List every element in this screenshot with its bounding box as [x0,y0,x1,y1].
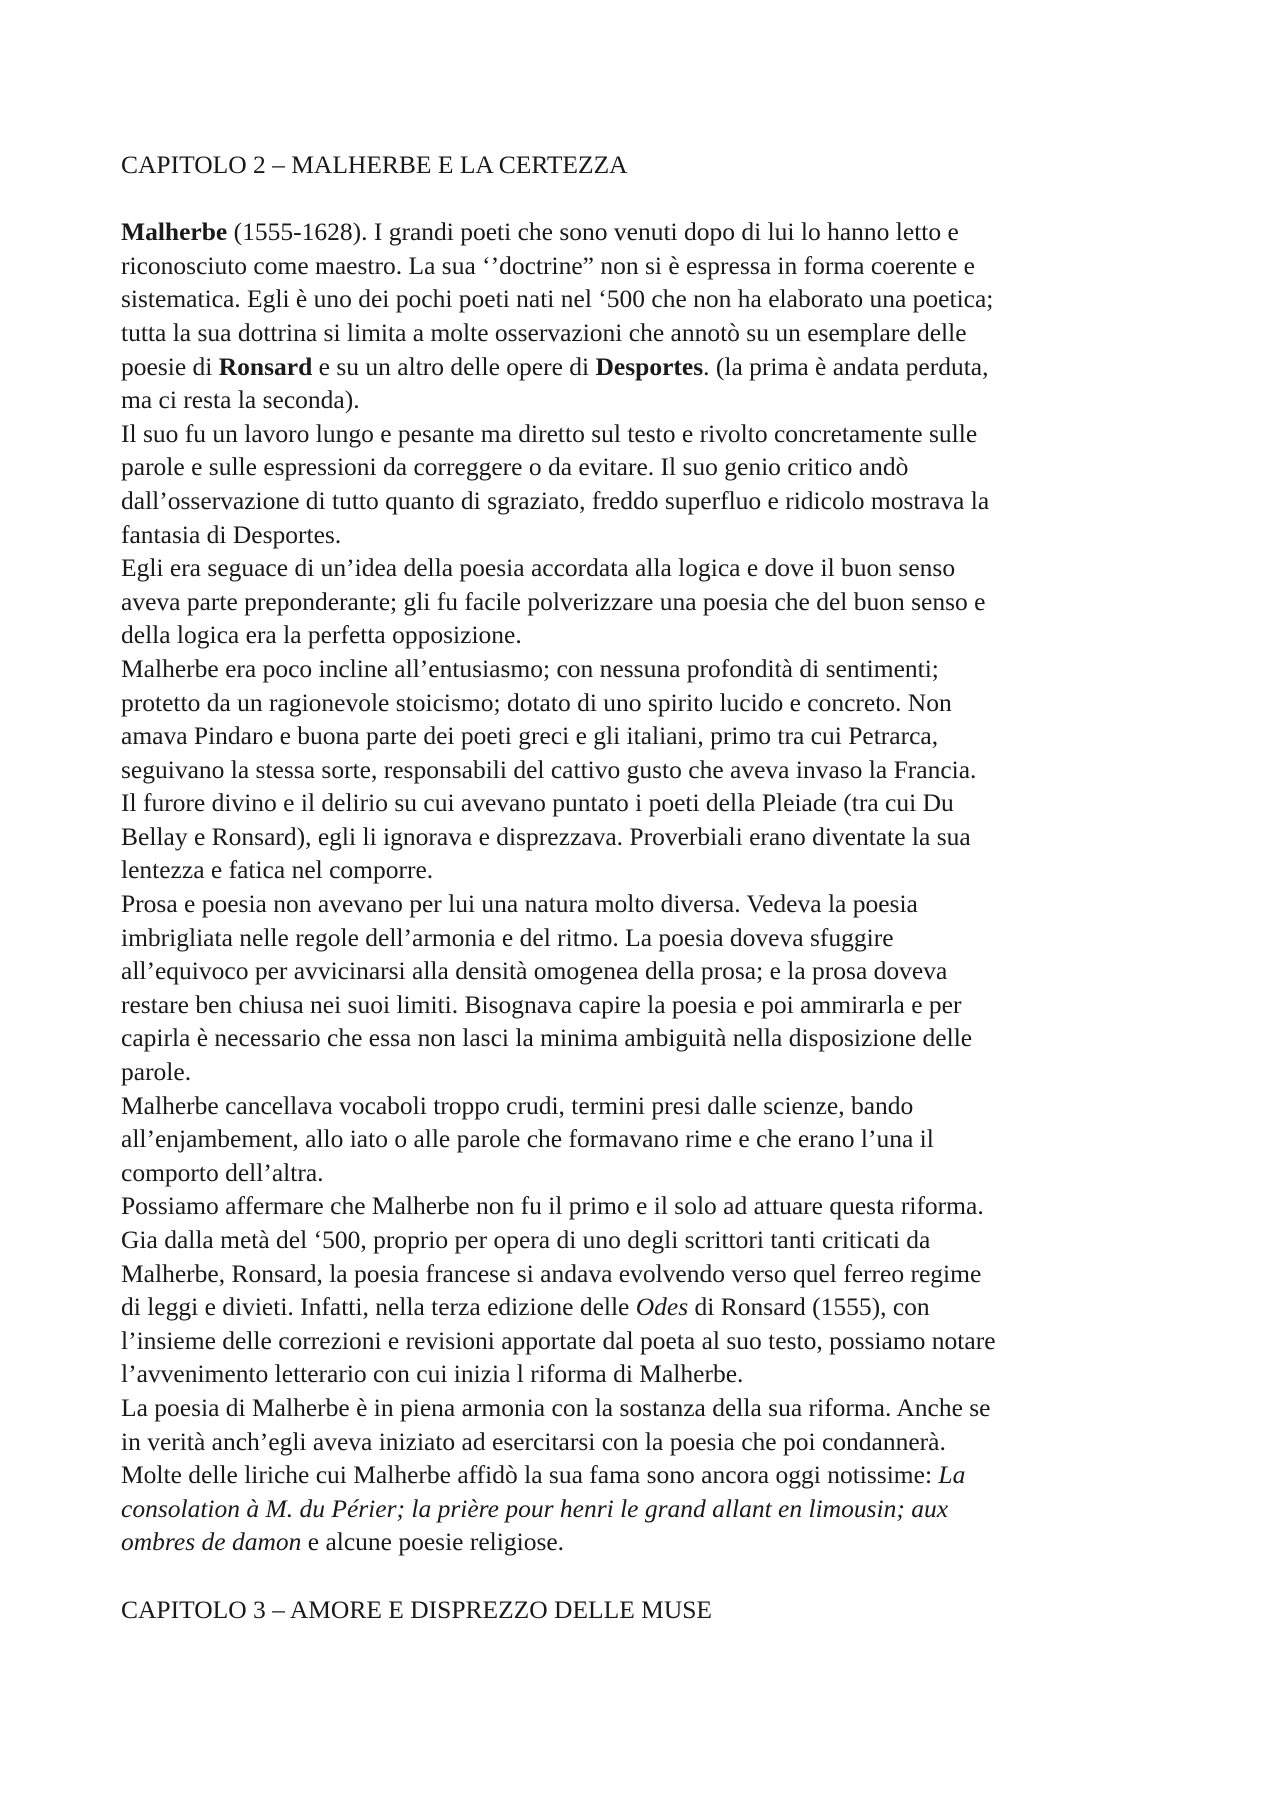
paragraph-line [121,215,1171,249]
paragraph-line [121,1525,1171,1559]
document-page [121,148,1171,1626]
spacer [121,1559,1171,1593]
paragraph-line: Malherbe, Ronsard, la poesia francese si andava evolvendo verso quel ferreo regime [121,1258,982,1288]
paragraph-line: protetto da un ragionevole stoicismo; dotato di uno spirito lucido e concreto. Non [121,687,952,717]
paragraph-line: riconosciuto come maestro. La sua ‘’doctrine” non si è espressa in forma coerente e [121,250,975,280]
paragraph-line: seguivano la stessa sorte, responsabili del cattivo gusto che aveva invaso la Francia. [121,754,977,784]
paragraph-line: l’avvenimento letterario con cui inizia l riforma di Malherbe. [121,1359,744,1389]
paragraph-poetry [121,1391,1171,1559]
title-odes: Odes [635,1292,689,1322]
paragraph-line: Malherbe era poco incline all’entusiasmo; con nessuna profondità di sentimenti; [121,653,939,683]
paragraph-vocabulary [121,1089,1171,1190]
paragraph-line: Il suo fu un lavoro lungo e pesante ma diretto sul testo e rivolto concretamente sulle [121,418,978,448]
paragraph-line: in verità anch’egli aveva iniziato ad esercitarsi con la poesia che poi condannerà. [121,1426,946,1456]
author-name-malherbe: Malherbe [121,217,228,247]
paragraph-line: all’equivoco per avvicinarsi alla densità omogenea della prosa; e la prosa doveva [121,956,948,986]
author-name-desportes: Desportes [595,351,704,381]
text-run: . (la prima è andata perduta, [703,351,989,381]
paragraph-prose-poetry [121,887,1171,1089]
paragraph-line: della logica era la perfetta opposizione. [121,620,522,650]
paragraph-line: La poesia di Malherbe è in piena armonia con la sostanza della sua riforma. Anche se [121,1392,991,1422]
paragraph-line: parole e sulle espressioni da correggere o da evitare. Il suo genio critico andò [121,452,909,482]
paragraph-line: Bellay e Ronsard), egli li ignorava e disprezzava. Proverbiali erano diventate la sua [121,821,971,851]
paragraph-line: dall’osservazione di tutto quanto di sgraziato, freddo superfluo e ridicolo mostrava la [121,485,990,515]
text-run: di leggi e divieti. Infatti, nella terza edizione delle [121,1292,636,1322]
author-name-ronsard: Ronsard [218,351,313,381]
chapter-3-heading: CAPITOLO 3 – AMORE E DISPREZZO DELLE MUSE [121,1594,712,1624]
paragraph-line [121,1458,1171,1492]
text-run: Molte delle liriche cui Malherbe affidò la sua fama sono ancora oggi notissime: [121,1460,939,1490]
paragraph-temperament [121,652,1171,887]
paragraph-line: imbrigliata nelle regole dell’armonia e del ritmo. La poesia doveva sfuggire [121,922,894,952]
paragraph-line [121,1290,1171,1324]
paragraph-line: tutta la sua dottrina si limita a molte osservazioni che annotò su un esemplare delle [121,317,967,347]
spacer [121,182,1171,216]
text-run: (1555-1628). I grandi poeti che sono venuti dopo di lui lo hanno letto e [227,217,959,247]
paragraph-line: Malherbe cancellava vocaboli troppo crudi, termini presi dalle scienze, bando [121,1090,914,1120]
paragraph-line: amava Pindaro e buona parte dei poeti greci e gli italiani, primo tra cui Petrarca, [121,721,939,751]
paragraph-line: Il furore divino e il delirio su cui avevano puntato i poeti della Pleiade (tra cui Du [121,788,954,818]
works-titles: La [938,1460,966,1490]
paragraph-line [121,350,1171,384]
paragraph-line: restare ben chiusa nei suoi limiti. Bisognava capire la poesia e poi ammirarla e per [121,989,962,1019]
paragraph-line: fantasia di Desportes. [121,519,342,549]
paragraph-line: Gia dalla metà del ‘500, proprio per opera di uno degli scrittori tanti criticati da [121,1225,931,1254]
paragraph-reform [121,1189,1171,1391]
paragraph-intro [121,215,1171,417]
paragraph-line: capirla è necessario che essa non lasci la minima ambiguità nella disposizione delle [121,1023,973,1053]
text-run: e su un altro delle opere di [312,351,596,381]
works-titles: ombres de damon [121,1527,302,1557]
paragraph-line: l’insieme delle correzioni e revisioni apportate dal poeta al suo testo, possiamo notare [121,1325,996,1355]
paragraph-line: sistematica. Egli è uno dei pochi poeti nati nel ‘500 che non ha elaborato una poetica; [121,284,994,314]
paragraph-line: lentezza e fatica nel comporre. [121,855,434,885]
paragraph-line: comporto dell’altra. [121,1157,324,1187]
paragraph-critical-work [121,417,1171,551]
works-titles: consolation à M. du Périer; la prière pour henri le grand allant en limousin; aux [121,1493,949,1523]
paragraph-line: Egli era seguace di un’idea della poesia accordata alla logica e dove il buon senso [121,553,956,583]
paragraph-line: all’enjambement, allo iato o alle parole che formavano rime e che erano l’una il [121,1124,934,1154]
paragraph-line: ma ci resta la seconda). [121,385,360,415]
paragraph-line: Prosa e poesia non avevano per lui una natura molto diversa. Vedeva la poesia [121,889,918,919]
text-run: di Ronsard (1555), con [688,1292,930,1322]
paragraph-logic [121,551,1171,652]
text-run: poesie di [121,351,219,381]
chapter-2-heading: CAPITOLO 2 – MALHERBE E LA CERTEZZA [121,150,628,179]
paragraph-line: parole. [121,1057,192,1087]
text-run: e alcune poesie religiose. [301,1527,565,1557]
paragraph-line [121,1492,1171,1526]
paragraph-line: aveva parte preponderante; gli fu facile polverizzare una poesia che del buon senso e [121,586,986,616]
paragraph-line: Possiamo affermare che Malherbe non fu il primo e il solo ad attuare questa riforma. [121,1191,984,1221]
